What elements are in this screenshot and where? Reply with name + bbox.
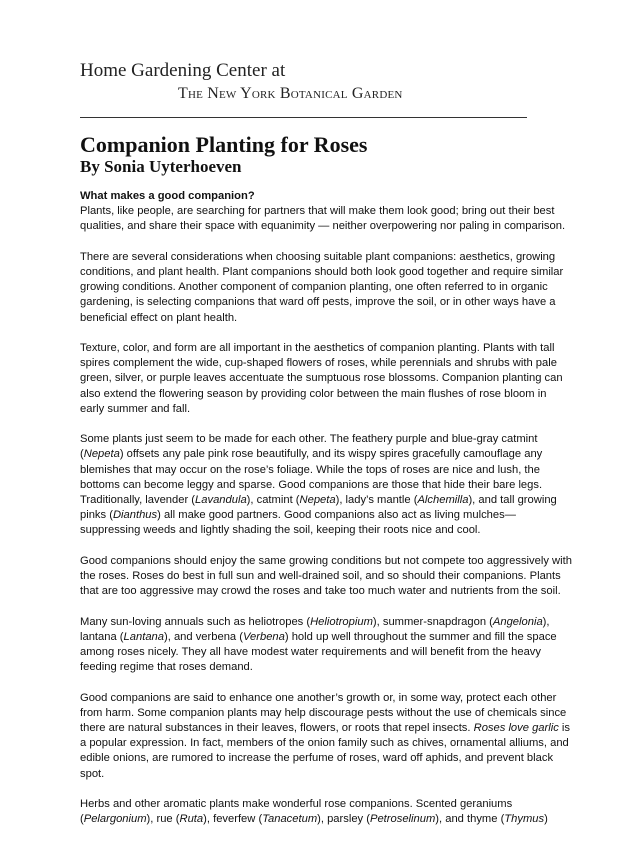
text-run: ), parsley ( [317, 813, 370, 826]
article-title: Companion Planting for Roses [80, 132, 368, 157]
text-run: ), lantana ( [80, 615, 550, 643]
text-run: is a popular expression. In fact, members of the onion family such as chives, ornamental alliums, and edible onions, are rumored to increase the perfume of roses, ward off aphids, and prevent black spot. [80, 722, 570, 780]
section-heading: What makes a good companion? [80, 190, 255, 202]
article-byline: By Sonia Uyterhoeven [80, 157, 242, 176]
botanical-name: Angelonia [492, 615, 543, 628]
botanical-name: Lantana [123, 630, 164, 643]
masthead-line-2: The New York Botanical Garden [178, 85, 403, 102]
text-run: ), and tall growing pinks ( [80, 494, 557, 522]
text-run: ) all make good partners. Good companions also act as living mulches—suppressing weeds and lightly shading the soil, keeping their roots nice and cool. [80, 509, 516, 537]
botanical-name: Tanacetum [262, 813, 318, 826]
text-run: ), and verbena ( [164, 630, 243, 643]
text-run: ), rue ( [146, 813, 180, 826]
text-run: ) offsets any pale pink rose beautifully, and its wispy spires gracefully camouflage any blemishes that may occur on the rose’s foliage. While the tops of roses are nice and lush, the bottoms can become leggy and sparse. Good companions are those that hide their bare legs. Traditionally, lavender ( [80, 448, 543, 507]
text-run: ) [544, 813, 548, 826]
botanical-name: Dianthus [112, 509, 158, 522]
text-run: Good companions are said to enhance one another’s growth or, in some way, protect each other from harm. Some companion plants may help discourage pests without the use of chemicals since there are natural substances in their leaves, flowers, or roots that repel insects. [80, 691, 567, 735]
botanical-name: Lavandula [195, 494, 247, 507]
paragraph-5: Good companions should enjoy the same growing conditions but not compete too aggressively with the roses. Roses do best in full sun and well-drained soil, and so should their companions. Plants that are too aggressive may crowd the roses and take too much water and nutrients from the soil. [80, 554, 572, 598]
text-run: ), summer-snapdragon ( [372, 615, 493, 628]
text-run: Herbs and other aromatic plants make wonderful rose companions. Scented geraniums ( [80, 798, 513, 826]
botanical-name: Ruta [179, 813, 204, 826]
paragraph-3: Texture, color, and form are all important in the aesthetics of companion planting. Plants with tall spires complement the wide, cup-shaped flowers of roses, while perennials and shrubs with pale green, silver, or purple leaves accentuate the sumptuous rose blossoms. Companion planting can also extend the flowering season by providing color between the main flushes of rose bloom in early summer and fall. [80, 342, 563, 415]
botanical-name: Petroselinum [369, 813, 436, 826]
botanical-name: Verbena [242, 630, 285, 643]
paragraph-7 [80, 691, 572, 782]
text-run: ), catmint ( [246, 494, 300, 507]
paragraph-8 [80, 797, 572, 827]
text-run: Many sun-loving annuals such as heliotropes ( [80, 615, 311, 628]
text-run: ), lady’s mantle ( [335, 494, 418, 507]
botanical-name: Alchemilla [417, 494, 469, 507]
text-run: Some plants just seem to be made for each other. The feathery purple and blue-gray catmint ( [80, 433, 538, 461]
paragraph-4 [80, 432, 572, 538]
masthead-line-1: Home Gardening Center at [80, 60, 286, 81]
text-run: ), and thyme ( [435, 813, 505, 826]
botanical-name: Nepeta [83, 448, 120, 461]
botanical-name: Pelargonium [83, 813, 147, 826]
article-body [80, 189, 572, 843]
header-rule [80, 117, 527, 118]
italic-phrase: Roses love garlic [473, 722, 559, 735]
paragraph-6 [80, 615, 572, 676]
paragraph-2: There are several considerations when choosing suitable plant companions: aesthetics, growing conditions, and plant health. Plant companions should both look good together and require similar growing conditions. Another component of companion planting, one often referred to in organic gardening, is selecting companions that ward off pests, improve the soil, or in other ways have a beneficial effect on plant health. [80, 250, 564, 324]
botanical-name: Heliotropium [310, 615, 373, 628]
text-run: ), feverfew ( [203, 813, 263, 826]
text-run: ) hold up well throughout the summer and fill the space among roses nicely. They all have modest water requirements and will benefit from the heavy feeding regime that roses demand. [80, 630, 557, 674]
paragraph-1: Plants, like people, are searching for partners that will make them look good; bring out their best qualities, and share their space with equanimity — neither overpowering nor paling in comparison. [80, 205, 566, 233]
botanical-name: Nepeta [299, 494, 336, 507]
botanical-name: Thymus [504, 813, 545, 826]
